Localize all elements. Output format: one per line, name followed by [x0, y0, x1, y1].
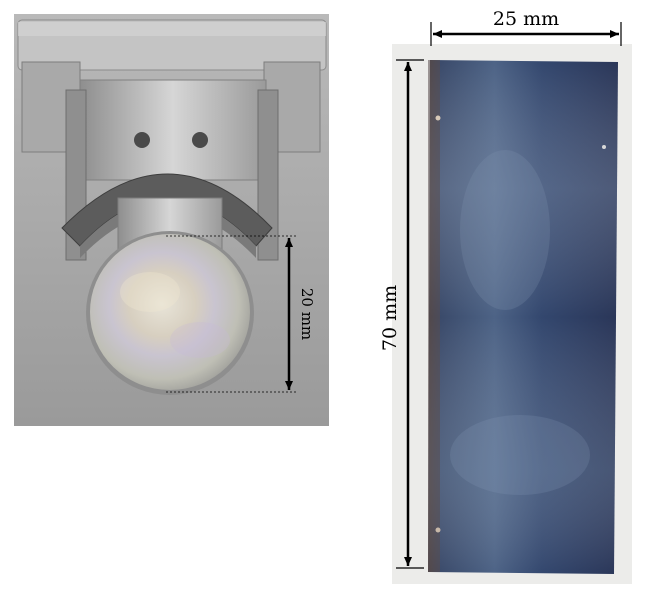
central-block	[80, 80, 266, 180]
right-photo	[379, 8, 632, 584]
dim-label-70mm: 70 mm	[379, 284, 401, 352]
dim-label-20mm: 20 mm	[298, 287, 316, 341]
block-hole-left	[134, 132, 150, 148]
strip-edge	[428, 60, 440, 572]
disc-sample	[90, 234, 250, 390]
left-photo	[14, 14, 329, 426]
block-hole-right	[192, 132, 208, 148]
dim-label-25mm: 25 mm	[492, 8, 560, 30]
